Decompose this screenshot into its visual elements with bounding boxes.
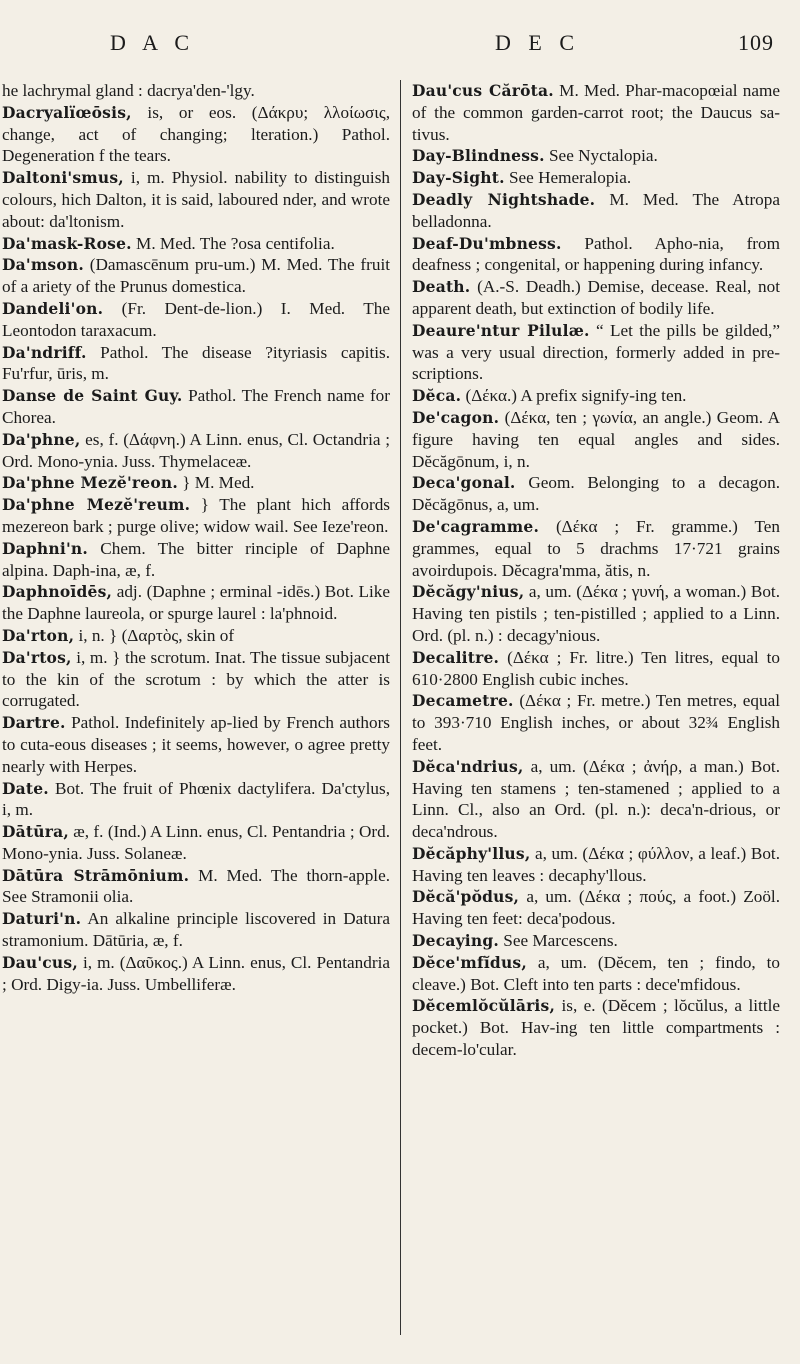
dictionary-entry (412, 407, 780, 472)
entry-headword: Deca'gonal. (412, 473, 516, 493)
entry-definition: (Δέκα ; Fr. litre.) Ten litres, equal to 610·2800 English cubic inches. (412, 647, 780, 689)
right-column (412, 80, 780, 1061)
entry-definition: (A.-S. Deadh.) Demise, decease. Real, not apparent death, but extinction of bodily life. (412, 277, 780, 318)
entry-headword: Day-Blindness. (412, 146, 545, 166)
entry-headword: Daturi'n. (2, 909, 82, 929)
entry-headword: Da'ndriff. (2, 342, 87, 362)
entry-definition: Geom. Belonging to a decagon. Dĕcăgōnus, a, um. (412, 473, 780, 515)
entry-definition: M. Med. The Atropa belladonna. (412, 189, 780, 231)
dictionary-entry (2, 80, 390, 102)
dictionary-entry (412, 276, 780, 320)
entry-definition: he lachrymal gland : dacrya'den-'lgy. (2, 81, 255, 100)
entry-headword: Da'mson. (2, 255, 84, 275)
entry-headword: Da'rton, (2, 625, 75, 645)
dictionary-entry (412, 647, 780, 691)
entry-definition: Pathol. Indefinitely ap-lied by French authors to cuta-eous diseases ; it seems, however, o agree pretty nearly with Herpes. (2, 713, 390, 776)
entry-headword: Date. (2, 778, 49, 798)
entry-definition: i, m. } the scrotum. Inat. The tissue subjacent to the kin of the scrotum : by which the atter is corrugated. (2, 647, 390, 711)
entry-definition: M. Med. The ?osa centifolia. (131, 233, 335, 253)
entry-definition: (Δέκα ; Fr. metre.) Ten metres, equal to 393·710 English inches, or about 32¾ English feet. (412, 691, 780, 754)
dictionary-entry (412, 995, 780, 1060)
entry-headword: Dĕca. (412, 386, 462, 406)
entry-definition: An alkaline principle liscovered in Datura stramonium. Dātūria, æ, f. (2, 909, 390, 951)
dictionary-entry (2, 712, 390, 777)
entry-definition: a, um. (Dĕcem, ten ; findo, to cleave.) Bot. Cleft into ten parts : dece'mfidous. (412, 952, 780, 994)
entry-definition: æ, f. (Ind.) A Linn. enus, Cl. Pentandria ; Ord. Mono-ynia. Juss. Solaneæ. (2, 822, 390, 863)
dictionary-entry (412, 233, 780, 277)
dictionary-entry (2, 821, 390, 865)
dictionary-entry (2, 952, 390, 996)
dictionary-entry (2, 908, 390, 952)
entry-definition: (Damascēnum pru-um.) M. Med. The fruit of a ariety of the Prunus domestica. (2, 255, 390, 297)
entry-definition: (Fr. Dent-de-lion.) I. Med. The Leontodon taraxacum. (2, 298, 390, 340)
entry-headword: Death. (412, 277, 471, 297)
entry-definition: Pathol. The French name for Chorea. (2, 386, 390, 427)
dictionary-entry (412, 385, 780, 407)
entry-headword: Dĕcă'pŏdus, (412, 887, 520, 907)
entry-headword: Dĕce'mfĭdus, (412, 952, 527, 972)
entry-definition: Pathol. The disease ?ityriasis capitis. Fu'rfur, ūris, m. (2, 342, 390, 384)
entry-definition: i, n. } (Δαρτὸς, skin of (74, 625, 235, 645)
entry-definition: M. Med. Phar-macopœial name of the common garden-carrot root; the Daucus sa-tivus. (412, 81, 781, 144)
dictionary-entry (2, 778, 390, 822)
entry-definition: M. Med. The thorn-apple. See Stramonii olia. (2, 865, 390, 907)
dictionary-entry (412, 80, 780, 145)
header-guide-left: D A C (110, 30, 196, 55)
dictionary-entry (2, 538, 390, 582)
dictionary-entry (2, 167, 390, 232)
entry-headword: Dātūra, (2, 822, 69, 842)
left-column (2, 80, 390, 995)
dictionary-entry (412, 952, 780, 996)
entry-headword: Decametre. (412, 691, 514, 711)
entry-headword: Deaure'ntur Pilulæ. (412, 320, 590, 340)
entry-headword: Dĕcăgy'nius, (412, 582, 525, 602)
entry-headword: Dandeli'on. (2, 298, 104, 318)
entry-definition: is, or eos. (Δάκρυ; λλοίωσις, change, act of changing; lteration.) Pathol. Degeneration f the tears. (2, 102, 390, 166)
dictionary-entry (2, 647, 390, 712)
entry-definition: is, e. (Dĕcem ; lŏcŭlus, a little pocket.) Bot. Hav-ing ten little compartments : decem-lo'cular. (412, 996, 780, 1060)
entry-headword: Daphnoīdēs, (2, 582, 113, 602)
dictionary-entry (2, 342, 390, 386)
column-divider (400, 80, 401, 1335)
dictionary-entry (412, 472, 780, 516)
dictionary-entry (412, 581, 780, 646)
entry-headword: Dau'cus, (2, 952, 78, 972)
entry-headword: Daphni'n. (2, 538, 88, 558)
entry-definition: } M. Med. (177, 473, 255, 493)
page-number: 109 (738, 30, 774, 55)
entry-definition: See Hemeralopia. (504, 168, 632, 188)
entry-headword: Dĕcăphy'llus, (412, 843, 531, 863)
entry-headword: De'cagon. (412, 407, 500, 427)
dictionary-entry (412, 930, 780, 952)
dictionary-entry (2, 254, 390, 298)
dictionary-entry (2, 298, 390, 342)
entry-headword: Decalitre. (412, 647, 500, 667)
dictionary-entry (412, 756, 780, 843)
running-head (0, 30, 800, 60)
dictionary-entry (412, 516, 780, 581)
dictionary-entry (2, 233, 390, 255)
entry-headword: Dĕcemlŏcŭlāris, (412, 996, 556, 1016)
entry-definition: See Marcescens. (498, 931, 618, 951)
entry-definition: (Δέκα, ten ; γωνία, an angle.) Geom. A figure having ten equal angles and sides. Dĕcăgōnum, i, n. (412, 407, 780, 471)
entry-definition: a, um. (Δέκα ; ἀνήρ, a man.) Bot. Having ten stamens ; ten-stamened ; applied to a Linn. Cl., also an Ord. (pl. n.): deca'n-drious, or deca'ndrous. (412, 756, 780, 842)
entry-definition: (Δέκα ; Fr. gramme.) Ten grammes, equal to 5 drachms 17·721 grains avoirdupois. Dĕcagra'mma, ătis, n. (412, 516, 780, 580)
entry-definition: “ Let the pills be gilded,” was a very usual direction, formerly added in pre-scriptions. (412, 320, 780, 384)
entry-definition: (Δέκα.) A prefix signify-ing ten. (461, 386, 687, 406)
entry-headword: Dacryalïœōsis, (2, 102, 132, 122)
header-guide-right: D E C (495, 30, 580, 55)
dictionary-entry (2, 102, 390, 167)
dictionary-entry (2, 429, 390, 473)
entry-headword: Danse de Saint Guy. (2, 386, 183, 406)
entry-definition: } The plant hich affords mezereon bark ; purge olive; widow wail. See Ieze'reon. (2, 495, 390, 536)
entry-definition: Chem. The bitter rinciple of Daphne alpina. Daph-ina, æ, f. (2, 538, 390, 580)
entry-headword: Deaf-Du'mbness. (412, 233, 562, 253)
dictionary-entry (2, 385, 390, 429)
entry-headword: Da'phne Mezĕ'reon. (2, 473, 178, 493)
dictionary-entry (412, 145, 780, 167)
entry-headword: Day-Sight. (412, 168, 505, 188)
entry-definition: Bot. The fruit of Phœnix dactylifera. Da'ctylus, i, m. (2, 778, 390, 820)
entry-headword: De'cagramme. (412, 516, 540, 536)
entry-headword: Da'rtos, (2, 647, 72, 667)
entry-headword: Dartre. (2, 713, 66, 733)
entry-headword: Da'phne Mezĕ'reum. (2, 495, 191, 515)
dictionary-entry (2, 581, 390, 625)
dictionary-entry (412, 320, 780, 385)
entry-headword: Dĕca'ndrius, (412, 756, 524, 776)
entry-headword: Daltoni'smus, (2, 168, 124, 188)
entry-headword: Dātūra Strāmōnium. (2, 865, 190, 885)
entry-definition: a, um. (Δέκα ; πούς, a foot.) Zoöl. Having ten feet: deca'podous. (412, 887, 780, 929)
entry-headword: Dau'cus Cărōta. (412, 81, 554, 100)
dictionary-entry (412, 189, 780, 233)
dictionary-entry (2, 865, 390, 909)
dictionary-entry (2, 625, 390, 647)
dictionary-entry (2, 494, 390, 538)
dictionary-entry (2, 472, 390, 494)
dictionary-entry (412, 167, 780, 189)
dictionary-entry (412, 690, 780, 755)
entry-headword: Da'mask-Rose. (2, 233, 132, 253)
entry-headword: Deadly Nightshade. (412, 189, 596, 209)
entry-headword: Decaying. (412, 931, 499, 951)
entry-definition: See Nyctalopia. (544, 146, 658, 166)
entry-headword: Da'phne, (2, 429, 81, 449)
entry-definition: a, um. (Δέκα ; γυνή, a woman.) Bot. Having ten pistils ; ten-pistilled ; applied to a Linn. Ord. (pl. n.) : decagy'nious. (412, 582, 780, 645)
entry-definition: adj. (Daphne ; erminal -idēs.) Bot. Like the Daphne laureola, or spurge laurel : la'phnoid. (2, 582, 390, 624)
entry-definition: a, um. (Δέκα ; φύλλον, a leaf.) Bot. Having ten leaves : decaphy'llous. (412, 843, 780, 885)
entry-definition: Pathol. Apho-nia, from deafness ; congenital, or happening during infancy. (412, 233, 780, 275)
entry-definition: i, m. (Δαῦκος.) A Linn. enus, Cl. Pentandria ; Ord. Digy-ia. Juss. Umbelliferæ. (2, 952, 390, 994)
dictionary-entry (412, 886, 780, 930)
entry-definition: i, m. Physiol. nability to distinguish colours, hich Dalton, it is said, laboured nder, and wrote about: da'ltonism. (2, 168, 390, 231)
dictionary-entry (412, 843, 780, 887)
entry-definition: es, f. (Δάφνη.) A Linn. enus, Cl. Octandria ; Ord. Mono-ynia. Juss. Thymelaceæ. (2, 429, 390, 471)
